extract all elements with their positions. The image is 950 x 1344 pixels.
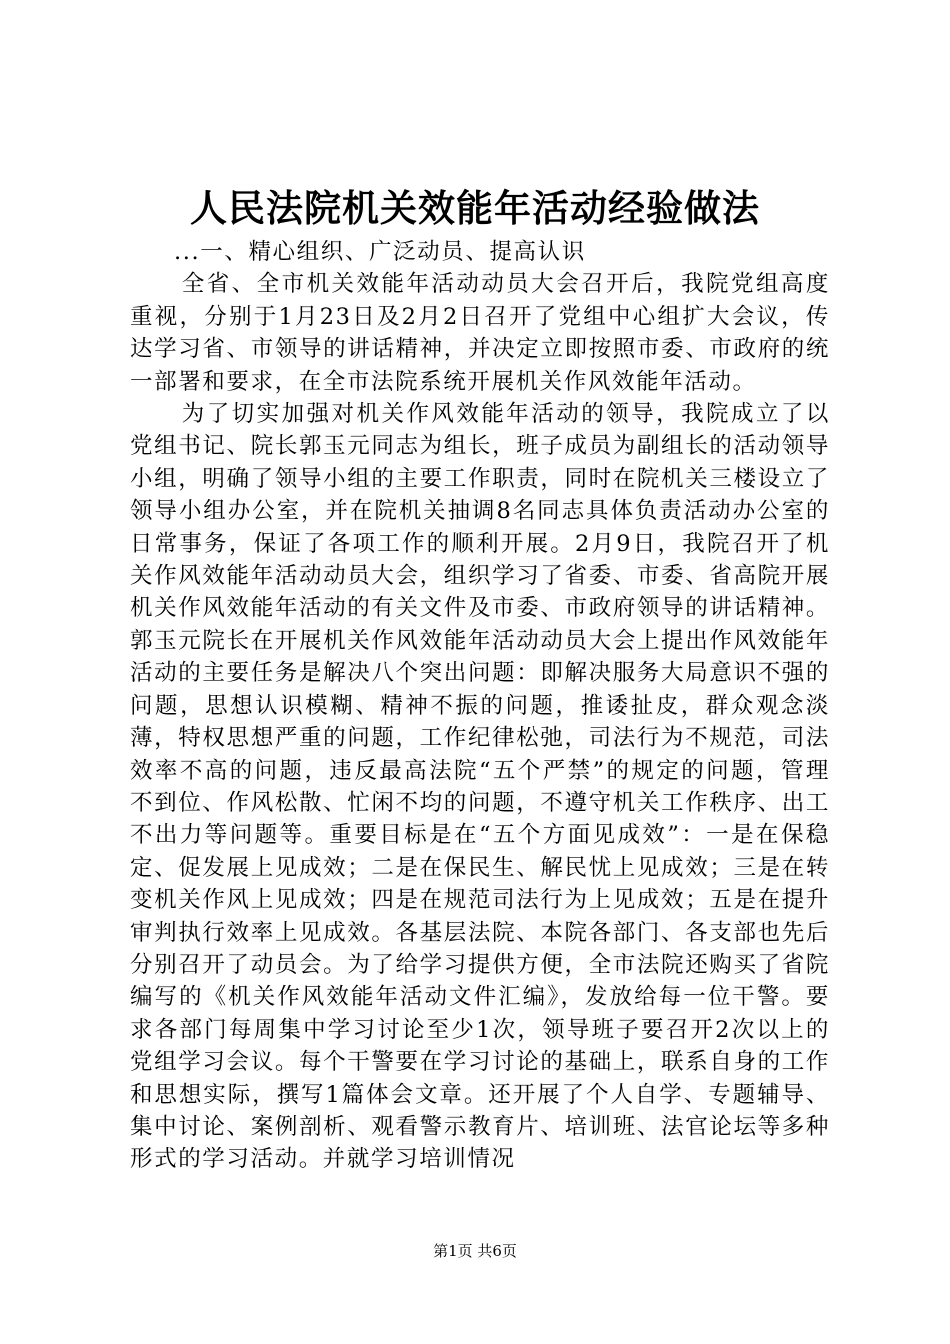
document-title: 人民法院机关效能年活动经验做法 [190,186,760,230]
body-paragraph-2: 为了切实加强对机关作风效能年活动的领导，我院成立了以党组书记、院长郭玉元同志为组长，班子成员为副组长的活动领导小组，明确了领导小组的主要工作职责，同时在院机关三楼设立了领导小组办公室，并在院机关抽调8名同志具体负责活动办公室的日常事务，保证了各项工作的顺利开展。2月9日，我院召开了机关作风效能年活动动员大会，组织学习了省委、市委、省高院开展机关作风效能年活动的有关文件及市委、市政府领导的讲话精神。郭玉元院长在开展机关作风效能年活动动员大会上提出作风效能年活动的主要任务是解决八个突出问题：即解决服务大局意识不强的问题，思想认识模糊、精神不振的问题，推诿扯皮，群众观念淡薄，特权思想严重的问题，工作纪律松弛，司法行为不规范，司法效率不高的问题，违反最高法院“五个严禁”的规定的问题，管理不到位、作风松散、忙闲不均的问题，不遵守机关工作秩序、出工不出力等问题等。重要目标是在“五个方面见成效”：一是在保稳定、促发展上见成效；二是在保民生、解民忧上见成效；三是在转变机关作风上见成效；四是在规范司法行为上见成效；五是在提升审判执行效率上见成效。各基层法院、本院各部门、各支部也先后分别召开了动员会。为了给学习提供方便，全市法院还购买了省院编写的《机关作风效能年活动文件汇编》，发放给每一位干警。要求各部门每周集中学习讨论至少1次，领导班子要召开2次以上的党组学习会议。每个干警要在学习讨论的基础上，联系自身的工作和思想实际，撰写1篇体会文章。还开展了个人自学、专题辅导、集中讨论、案例剖析、观看警示教育片、培训班、法官论坛等多种形式的学习活动。并就学习培训情况 [130,401,830,1173]
section-heading: ...一、精心组织、广泛动员、提高认识 [174,239,586,265]
body-paragraph-1: 全省、全市机关效能年活动动员大会召开后，我院党组高度重视，分别于1月23日及2月2日召开了党组中心组扩大会议，传达学习省、市领导的讲话精神，并决定立即按照市委、市政府的统一部署和要求，在全市法院系统开展机关作风效能年活动。 [130,271,830,395]
document-body [130,236,830,1176]
page-number-footer: 第1页 共6页 [433,1242,517,1260]
